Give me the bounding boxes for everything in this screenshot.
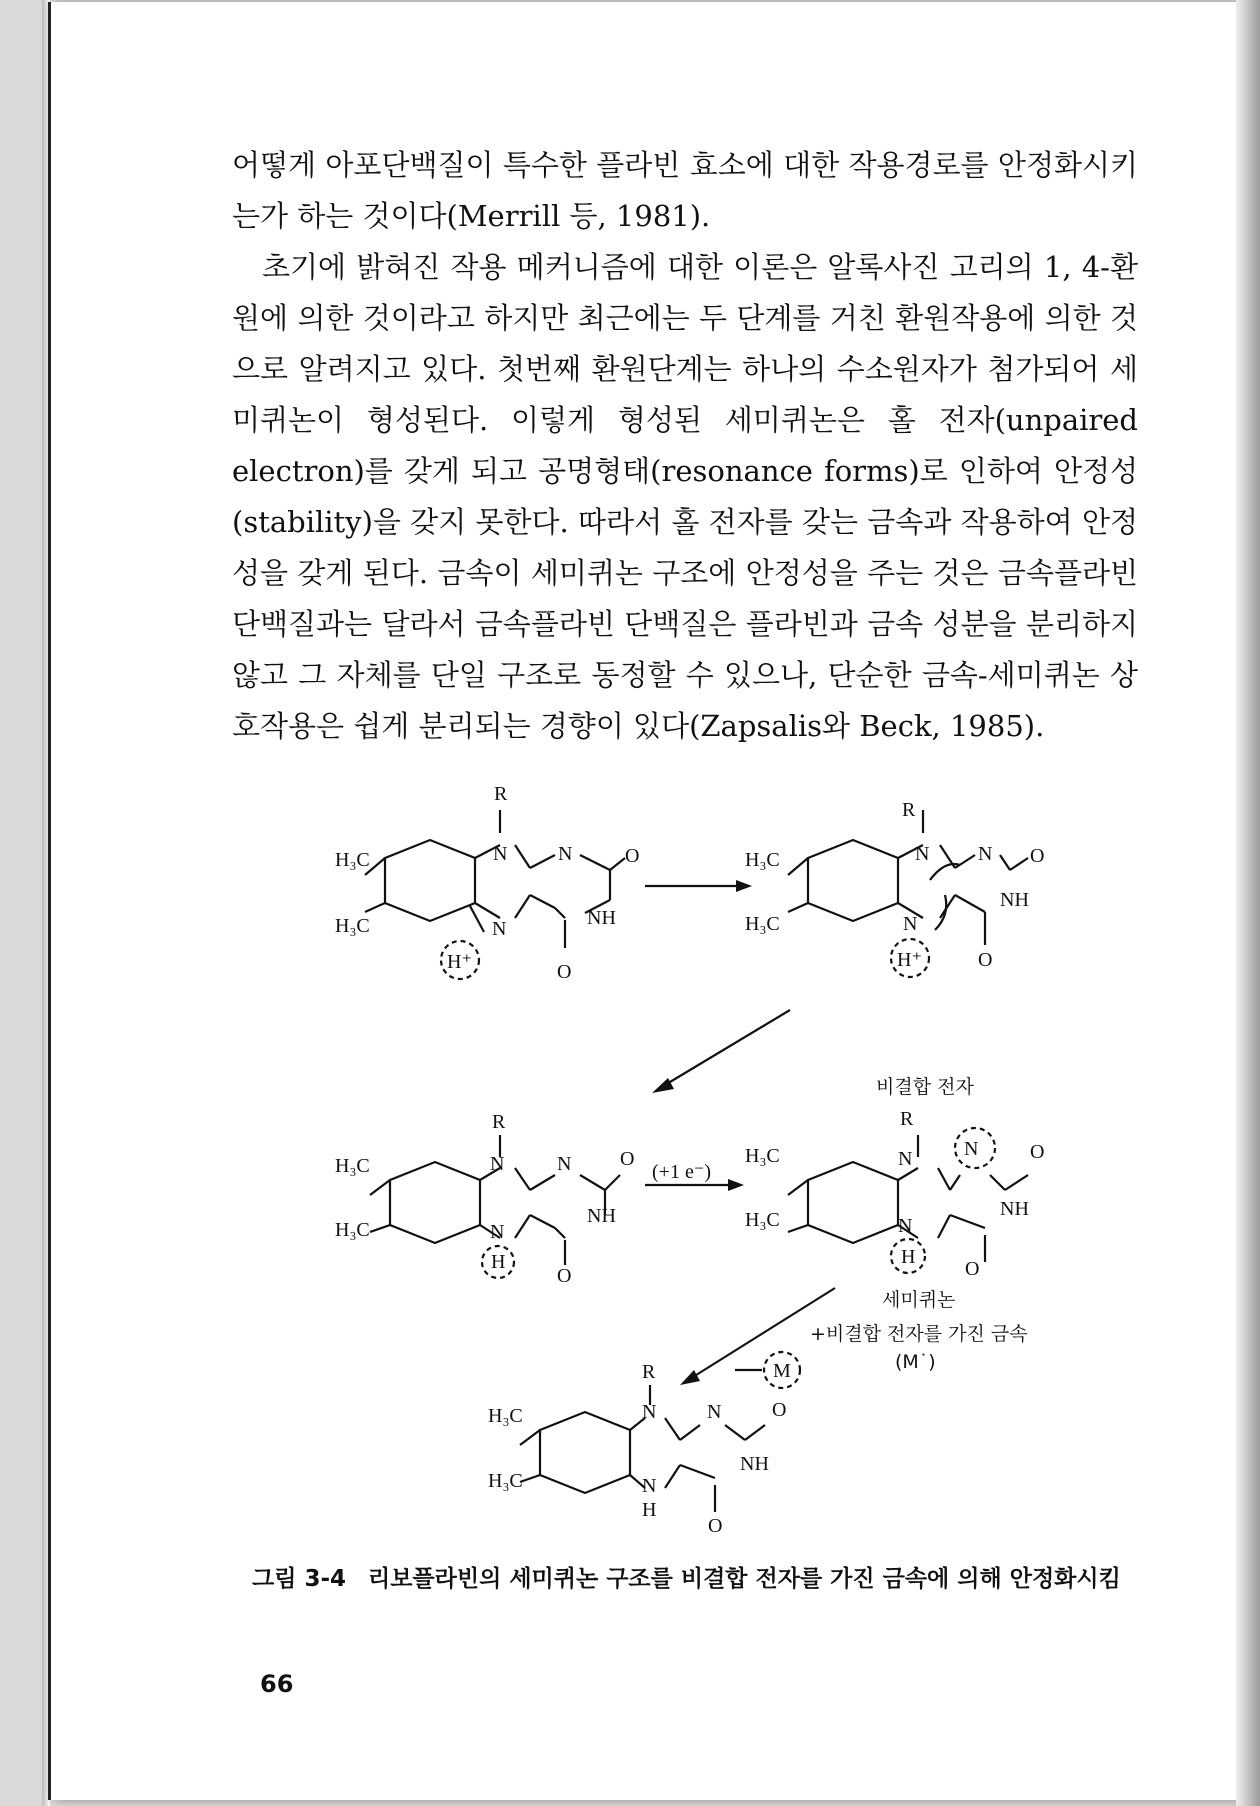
atom-o: O (978, 949, 993, 971)
atom-o: O (1030, 1141, 1045, 1163)
methyl-group: H₃C (745, 849, 780, 871)
atom-o: O (1030, 845, 1045, 867)
atom-r: R (494, 783, 508, 805)
atom-r: R (642, 1361, 656, 1383)
methyl-group: H₃C (745, 1145, 780, 1167)
atom-n-cation: N (557, 1153, 572, 1175)
paragraph-2: 초기에 밝혀진 작용 메커니즘에 대한 이론은 알록사진 고리의 1, 4-환원에 의한 것이라고 하지만 최근에는 두 단계를 거친 환원작용에 의한 것으로 알려지고 있다. 첫번째 환원단계는 하나의 수소원자가 첨가되어 세미퀴논이 형성된다. 이렇게 형성된 세미퀴논은 홀 전자(unpaired electron)를 갖게 되고 공명형태(resonance forms)로 인하여 안정성(stability)을 갖지 못한다. 따라서 홀 전자를 갖는 금속과 작용하여 안정성을 갖게 된다. 금속이 세미퀴논 구조에 안정성을 주는 것은 금속플라빈 단백질과는 달라서 금속플라빈 단백질은 플라빈과 금속 성분을 분리하지 않고 그 자체를 단일 구조로 동정할 수 있으나, 단순한 금속-세미퀴논 상호작용은 쉽게 분리되는 경향이 있다(Zapsalis와 Beck, 1985). (232, 250, 1138, 743)
atom-nh: NH (587, 1205, 616, 1227)
metal-symbol: (M˙) (895, 1351, 936, 1373)
methyl-group: H₃C (335, 1219, 370, 1241)
paragraph-1: 어떻게 아포단백질이 특수한 플라빈 효소에 대한 작용경로를 안정화시키는가 하는 것이다(Merrill 등, 1981). (232, 148, 1138, 233)
atom-n: N (492, 918, 507, 940)
atom-r: R (902, 799, 916, 821)
atom-n-radical: N (964, 1138, 979, 1160)
atom-n: N (493, 843, 508, 865)
atom-n: N (642, 1401, 657, 1423)
atom-n: N (707, 1401, 722, 1423)
atom-h: H (491, 1251, 506, 1273)
atom-o: O (557, 1265, 572, 1287)
methyl-group: H₃C (335, 849, 370, 871)
atom-nh: NH (1000, 1198, 1029, 1220)
figure-caption (252, 1560, 1121, 1593)
methyl-group: H₃C (335, 915, 370, 937)
proton: H⁺ (897, 949, 922, 971)
page-number: 66 (260, 1670, 294, 1698)
figure-caption-text: 리보플라빈의 세미퀴논 구조를 비결합 전자를 가진 금속에 의해 안정화시킴 (368, 1566, 1121, 1592)
atom-n: N (898, 1215, 913, 1237)
atom-n: N (642, 1475, 657, 1497)
atom-n: N (490, 1221, 505, 1243)
metal-atom: M (773, 1360, 791, 1382)
atom-o: O (620, 1148, 635, 1170)
atom-nh: NH (740, 1453, 769, 1475)
electron-addition-label: (+1 e⁻) (652, 1161, 712, 1183)
atom-o: O (708, 1515, 723, 1537)
methyl-group: H₃C (488, 1405, 523, 1427)
atom-n: N (898, 1148, 913, 1170)
atom-o: O (625, 845, 640, 867)
atom-n: N (490, 1153, 505, 1175)
atom-o: O (557, 961, 572, 983)
atom-nh: NH (1000, 889, 1029, 911)
methyl-group: H₃C (745, 1209, 780, 1231)
figure-number: 그림 3-4 (252, 1566, 346, 1592)
reaction-arrows (645, 886, 835, 1382)
methyl-group: H₃C (745, 913, 780, 935)
unpaired-electron-label: 비결합 전자 (876, 1076, 974, 1098)
atom-o: O (772, 1399, 787, 1421)
atom-r: R (900, 1108, 914, 1130)
atom-n: N (978, 843, 993, 865)
atom-nh: NH (587, 907, 616, 929)
atom-h: H (901, 1246, 916, 1268)
atom-h: H (642, 1499, 657, 1521)
atom-n: N (915, 843, 930, 865)
structure-metal-stabilized (520, 1352, 800, 1512)
metal-label: +비결합 전자를 가진 금속 (810, 1323, 1028, 1345)
atom-r: R (492, 1111, 506, 1133)
atom-o: O (965, 1258, 980, 1280)
methyl-group: H₃C (335, 1155, 370, 1177)
atom-n: N (903, 913, 918, 935)
structure-oxidized-protonated (365, 810, 625, 979)
proton: H⁺ (447, 951, 472, 973)
semiquinone-label: 세미퀴논 (882, 1289, 956, 1311)
atom-n: N (558, 843, 573, 865)
methyl-group: H₃C (488, 1470, 523, 1492)
